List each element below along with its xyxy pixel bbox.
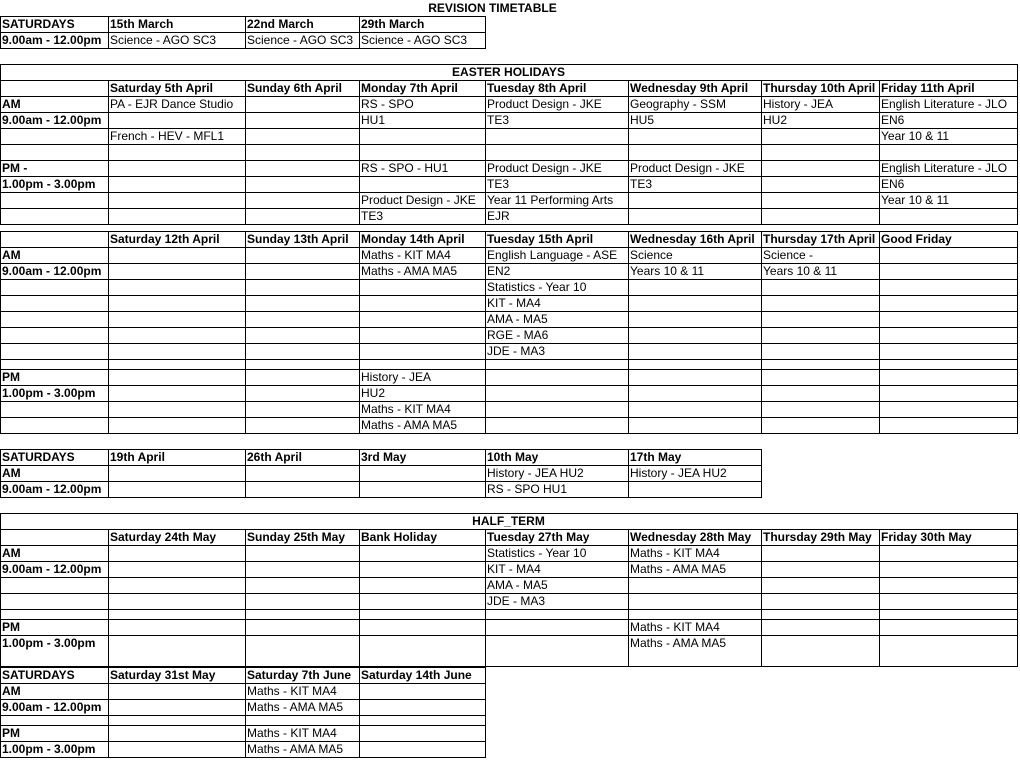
grid-line xyxy=(245,529,246,667)
timetable-entry: EJR xyxy=(487,209,510,223)
grid-line xyxy=(0,369,1018,370)
grid-line xyxy=(1017,513,1018,530)
grid-line xyxy=(879,529,880,667)
grid-line xyxy=(108,529,109,667)
timetable-entry: KIT - MA4 xyxy=(487,296,541,310)
timetable-entry: Maths - AMA MA5 xyxy=(361,418,458,432)
timetable-entry: English Language - ASE xyxy=(487,248,618,262)
timetable-entry: Product Design - JKE xyxy=(487,97,602,111)
day-header: Bank Holiday xyxy=(361,530,438,544)
section-header: SATURDAYS xyxy=(2,450,75,464)
grid-line xyxy=(0,609,1018,610)
session-label-am: AM xyxy=(2,546,21,560)
session-time-am: 9.00am - 12.00pm xyxy=(2,482,102,496)
timetable-entry: Statistics - Year 10 xyxy=(487,546,587,560)
timetable-entry: Maths - AMA MA5 xyxy=(247,700,344,714)
date-header: 3rd May xyxy=(361,450,407,464)
timetable-entry: AMA - MA5 xyxy=(487,312,548,326)
session-label-pm: PM - xyxy=(2,161,28,175)
day-header: Saturday 12th April xyxy=(110,232,220,246)
day-header: Thursday 29th May xyxy=(763,530,872,544)
day-header: Good Friday xyxy=(881,232,952,246)
timetable-entry: History - JEA HU2 xyxy=(487,466,584,480)
date-header: 26th April xyxy=(247,450,302,464)
timetable-entry: Science xyxy=(630,248,673,262)
date-header: Saturday 14th June xyxy=(361,668,472,682)
date-header: Saturday 7th June xyxy=(247,668,352,682)
session-time-am: 9.00am - 12.00pm xyxy=(2,562,102,576)
timetable-entry: Year 11 Performing Arts xyxy=(487,193,614,207)
timetable-entry: French - HEV - MFL1 xyxy=(110,129,225,143)
timetable-entry: EN2 xyxy=(487,264,511,278)
timetable-entry: Maths - KIT MA4 xyxy=(361,248,451,262)
timetable-entry: Product Design - JKE xyxy=(630,161,745,175)
timetable-entry: Maths - AMA MA5 xyxy=(630,636,727,650)
section-title: EASTER HOLIDAYS xyxy=(452,65,565,79)
day-header: Wednesday 9th April xyxy=(630,81,749,95)
timetable-entry: Science - AGO SC3 xyxy=(361,33,468,47)
day-header: Wednesday 16th April xyxy=(630,232,755,246)
grid-line xyxy=(0,401,1018,402)
session-label-pm: PM xyxy=(2,370,20,384)
grid-line xyxy=(0,619,1018,620)
day-header: Sunday 6th April xyxy=(247,81,342,95)
timetable-entry: PA - EJR Dance Studio xyxy=(110,97,234,111)
timetable-entry: AMA - MA5 xyxy=(487,578,548,592)
timetable-entry: Science - xyxy=(763,248,814,262)
timetable-entry: History - JEA HU2 xyxy=(630,466,727,480)
date-header: 29th March xyxy=(361,17,425,31)
session-time-am: 9.00am - 12.00pm xyxy=(2,264,102,278)
grid-line xyxy=(485,16,486,49)
date-header: Saturday 31st May xyxy=(110,668,216,682)
grid-line xyxy=(245,80,246,225)
grid-line xyxy=(0,64,1,81)
day-header: Tuesday 15th April xyxy=(487,232,594,246)
timetable-entry: History - JEA xyxy=(361,370,432,384)
grid-line xyxy=(0,433,1018,434)
timetable-entry: EN6 xyxy=(881,113,905,127)
timetable-entry: RGE - MA6 xyxy=(487,328,549,342)
timetable-entry: Maths - KIT MA4 xyxy=(247,684,337,698)
session-label-am: AM xyxy=(2,684,21,698)
timetable-entry: EN6 xyxy=(881,177,905,191)
grid-line xyxy=(0,757,486,758)
day-header: Saturday 24th May xyxy=(110,530,217,544)
section-header: SATURDAYS xyxy=(2,668,75,682)
grid-line xyxy=(761,449,762,498)
day-header: Sunday 25th May xyxy=(247,530,346,544)
session-label-am: AM xyxy=(2,466,21,480)
timetable-entry: History - JEA xyxy=(763,97,834,111)
grid-line xyxy=(761,529,762,667)
session-time-am: 9.00am - 12.00pm xyxy=(2,700,102,714)
timetable-entry: RS - SPO xyxy=(361,97,414,111)
timetable-entry: Maths - AMA MA5 xyxy=(630,562,727,576)
timetable-entry: Maths - KIT MA4 xyxy=(630,546,720,560)
timetable-entry: HU1 xyxy=(361,113,386,127)
grid-line xyxy=(0,715,486,716)
session-time-pm: 1.00pm - 3.00pm xyxy=(2,386,96,400)
session-label-am: AM xyxy=(2,248,21,262)
day-header: Friday 30th May xyxy=(881,530,972,544)
session-time-pm: 1.00pm - 3.00pm xyxy=(2,636,96,650)
timetable-entry: TE3 xyxy=(361,209,384,223)
page-title: REVISION TIMETABLE xyxy=(428,1,557,15)
session-label-pm: PM xyxy=(2,620,20,634)
timetable-entry: HU5 xyxy=(630,113,655,127)
timetable-entry: Year 10 & 11 xyxy=(881,129,950,143)
session-label-am: AM xyxy=(2,97,21,111)
timetable-entry: Maths - AMA MA5 xyxy=(247,742,344,756)
timetable-entry: TE3 xyxy=(487,177,510,191)
timetable-entry: KIT - MA4 xyxy=(487,562,541,576)
timetable-entry: Product Design - JKE xyxy=(487,161,602,175)
grid-line xyxy=(0,224,1018,225)
session-time-pm: 1.00pm - 3.00pm xyxy=(2,177,96,191)
grid-line xyxy=(245,231,246,434)
timetable-entry: JDE - MA3 xyxy=(487,594,546,608)
timetable-entry: JDE - MA3 xyxy=(487,344,546,358)
day-header: Thursday 10th April xyxy=(763,81,876,95)
day-header: Monday 14th April xyxy=(361,232,465,246)
timetable-entry: English Literature - JLO xyxy=(881,161,1008,175)
grid-line xyxy=(485,667,486,758)
section-title: HALF_TERM xyxy=(472,514,545,528)
day-header: Sunday 13th April xyxy=(247,232,349,246)
grid-line xyxy=(0,513,1,530)
day-header: Thursday 17th April xyxy=(763,232,876,246)
day-header: Friday 11th April xyxy=(881,81,975,95)
date-header: 22nd March xyxy=(247,17,314,31)
grid-line xyxy=(879,231,880,434)
timetable-entry: HU2 xyxy=(763,113,788,127)
timetable-entry: Maths - KIT MA4 xyxy=(630,620,720,634)
timetable-entry: RS - SPO - HU1 xyxy=(361,161,449,175)
grid-line xyxy=(0,385,1018,386)
grid-line xyxy=(1017,529,1018,667)
session-time-pm: 1.00pm - 3.00pm xyxy=(2,742,96,756)
timetable-entry: Geography - SSM xyxy=(630,97,727,111)
date-header: 17th May xyxy=(630,450,682,464)
timetable-entry: Science - AGO SC3 xyxy=(247,33,354,47)
timetable-entry: RS - SPO HU1 xyxy=(487,482,568,496)
date-header: 15th March xyxy=(110,17,174,31)
timetable-entry: TE3 xyxy=(487,113,510,127)
day-header: Monday 7th April xyxy=(361,81,458,95)
timetable-entry: Product Design - JKE xyxy=(361,193,476,207)
day-header: Wednesday 28th May xyxy=(630,530,752,544)
grid-line xyxy=(0,48,486,49)
timetable-entry: Maths - KIT MA4 xyxy=(247,726,337,740)
timetable-entry: Years 10 & 11 xyxy=(763,264,838,278)
section-header: SATURDAYS xyxy=(2,17,75,31)
grid-line xyxy=(0,481,762,482)
grid-line xyxy=(1017,64,1018,81)
grid-line xyxy=(0,417,1018,418)
day-header: Tuesday 27th May xyxy=(487,530,590,544)
timetable-entry: Statistics - Year 10 xyxy=(487,280,587,294)
grid-line xyxy=(0,497,762,498)
timetable-entry: English Literature - JLO xyxy=(881,97,1008,111)
timetable-entry: Year 10 & 11 xyxy=(881,193,950,207)
timetable-entry: TE3 xyxy=(630,177,653,191)
timetable-entry: HU2 xyxy=(361,386,386,400)
timetable-entry: Maths - KIT MA4 xyxy=(361,402,451,416)
time-label: 9.00am - 12.00pm xyxy=(2,33,102,47)
grid-line xyxy=(108,231,109,434)
grid-line xyxy=(359,529,360,667)
grid-line xyxy=(1017,231,1018,434)
date-header: 19th April xyxy=(110,450,165,464)
day-header: Tuesday 8th April xyxy=(487,81,587,95)
session-time-am: 9.00am - 12.00pm xyxy=(2,113,102,127)
timetable-entry: Science - AGO SC3 xyxy=(110,33,217,47)
timetable-entry: Years 10 & 11 xyxy=(630,264,705,278)
grid-line xyxy=(0,359,1018,360)
grid-line xyxy=(0,635,1018,636)
grid-line xyxy=(1017,80,1018,225)
day-header: Saturday 5th April xyxy=(110,81,213,95)
timetable-entry: Maths - AMA MA5 xyxy=(361,264,458,278)
date-header: 10th May xyxy=(487,450,539,464)
session-label-pm: PM xyxy=(2,726,20,740)
grid-line xyxy=(0,144,1018,145)
